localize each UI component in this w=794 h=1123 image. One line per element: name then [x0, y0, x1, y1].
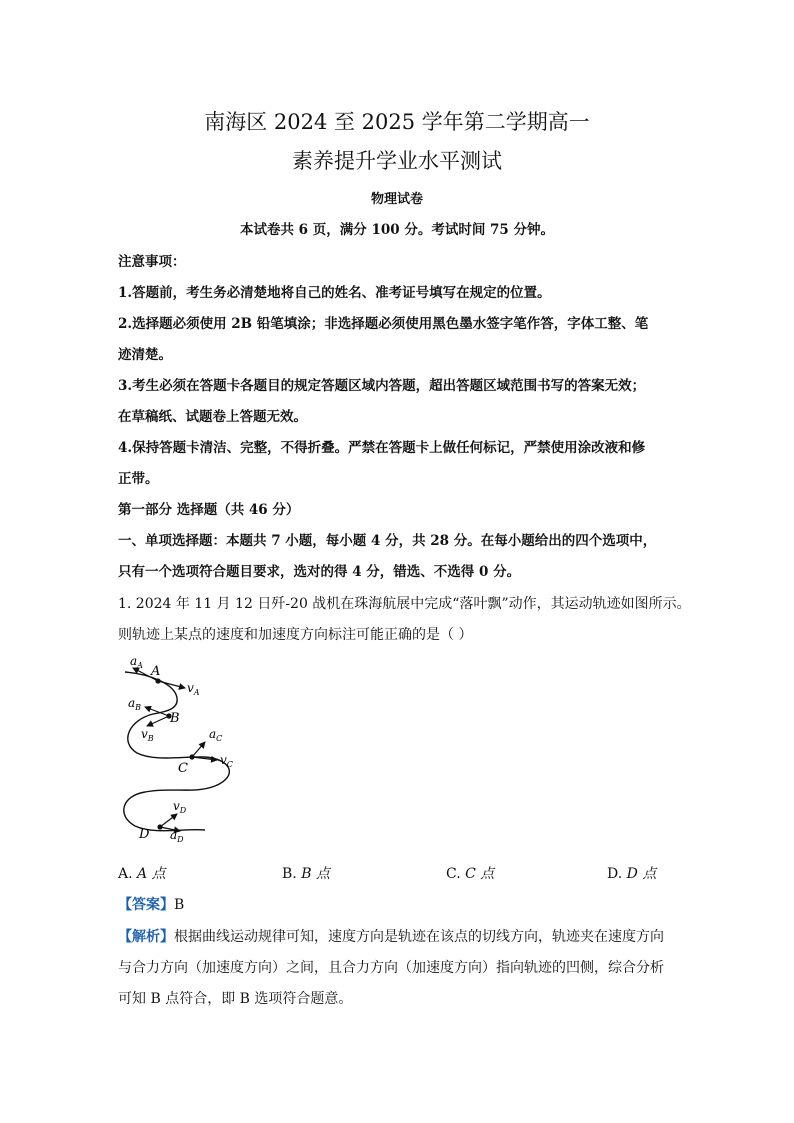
- label-b-velocity: $v_B$: [141, 727, 154, 743]
- analysis-label: 解析: [132, 929, 160, 945]
- vector-d-velocity: [160, 814, 177, 827]
- label-b-accel: $a_B$: [128, 696, 142, 712]
- section1-line1: 一、单项选择题：本题共 7 小题，每小题 4 分，共 28 分。在每小题给出的四个选项中，: [118, 533, 657, 549]
- analysis-line1: 【解析】根据曲线运动规律可知，速度方向是轨迹在该点的切线方向，轨迹夹在速度方向: [118, 929, 664, 945]
- label-c-velocity: $v_C$: [220, 753, 233, 769]
- notes-item-1: 1.答题前，考生务必清楚地将自己的姓名、准考证号填写在规定的位置。: [118, 285, 551, 301]
- analysis-line2: 与合力方向（加速度方向）之间，且合力方向（加速度方向）指向轨迹的凹侧，综合分析: [118, 960, 664, 976]
- notes-item-2-line1: 2.选择题必须使用 2B 铅笔填涂；非选择题必须使用黑色墨水签字笔作答，字体工整、笔: [118, 316, 649, 332]
- notes-item-4-line1: 4.保持答题卡清洁、完整，不得折叠。严禁在答题卡上做任何标记，严禁使用涂改液和修: [118, 440, 646, 456]
- option-c[interactable]: C. C 点: [446, 866, 495, 882]
- exam-title-line2: 素养提升学业水平测试: [292, 149, 502, 173]
- option-d[interactable]: D. D 点: [607, 866, 657, 882]
- answer-value: B: [174, 897, 185, 913]
- exam-subject: 物理试卷: [370, 192, 423, 207]
- answer-line: 【答案】B: [118, 897, 185, 913]
- exam-info: 本试卷共 6 页，满分 100 分。考试时间 75 分钟。: [239, 222, 555, 238]
- part1-heading: 第一部分 选择题（共 46 分）: [118, 502, 300, 518]
- vector-c-accel: [192, 742, 205, 757]
- label-a-accel: $a_A$: [130, 654, 143, 670]
- label-d-velocity: $v_D$: [173, 799, 187, 815]
- answer-label: 答案: [132, 897, 160, 913]
- option-a[interactable]: A. A 点: [118, 866, 166, 882]
- label-d-accel: $a_D$: [170, 828, 184, 844]
- question1-stem-line1: 1. 2024 年 11 月 12 日歼-20 战机在珠海航展中完成“落叶飘”动作，其运动轨迹如图所示。: [118, 596, 691, 612]
- section1-line2: 只有一个选项符合题目要求，选对的得 4 分，错选、不选得 0 分。: [118, 564, 521, 580]
- vector-a-velocity: [158, 681, 185, 688]
- option-b[interactable]: B. B 点: [282, 866, 330, 882]
- label-point-b: B: [170, 711, 180, 726]
- vector-b-velocity: [147, 716, 169, 726]
- label-point-d: D: [139, 827, 150, 842]
- notes-item-3-line2: 在草稿纸、试题卷上答题无效。: [118, 409, 307, 425]
- trajectory-figure: [115, 650, 255, 850]
- notes-heading: 注意事项：: [118, 254, 186, 270]
- label-c-accel: $a_C$: [209, 727, 223, 743]
- label-point-c: C: [178, 761, 188, 776]
- label-a-velocity: $v_A$: [187, 681, 200, 697]
- notes-item-2-line2: 迹清楚。: [118, 347, 172, 363]
- notes-item-3-line1: 3.考生必须在答题卡各题目的规定答题区域内答题，超出答题区域范围书写的答案无效；: [118, 378, 646, 394]
- question1-stem-line2: 则轨迹上某点的速度和加速度方向标注可能正确的是（ ）: [118, 627, 473, 643]
- analysis-line3: 可知 B 点符合，即 B 选项符合题意。: [118, 991, 353, 1007]
- label-point-a: A: [151, 664, 161, 679]
- notes-item-4-line2: 正带。: [118, 471, 159, 487]
- exam-title-line1: 南海区 2024 至 2025 学年第二学期高一: [204, 110, 590, 134]
